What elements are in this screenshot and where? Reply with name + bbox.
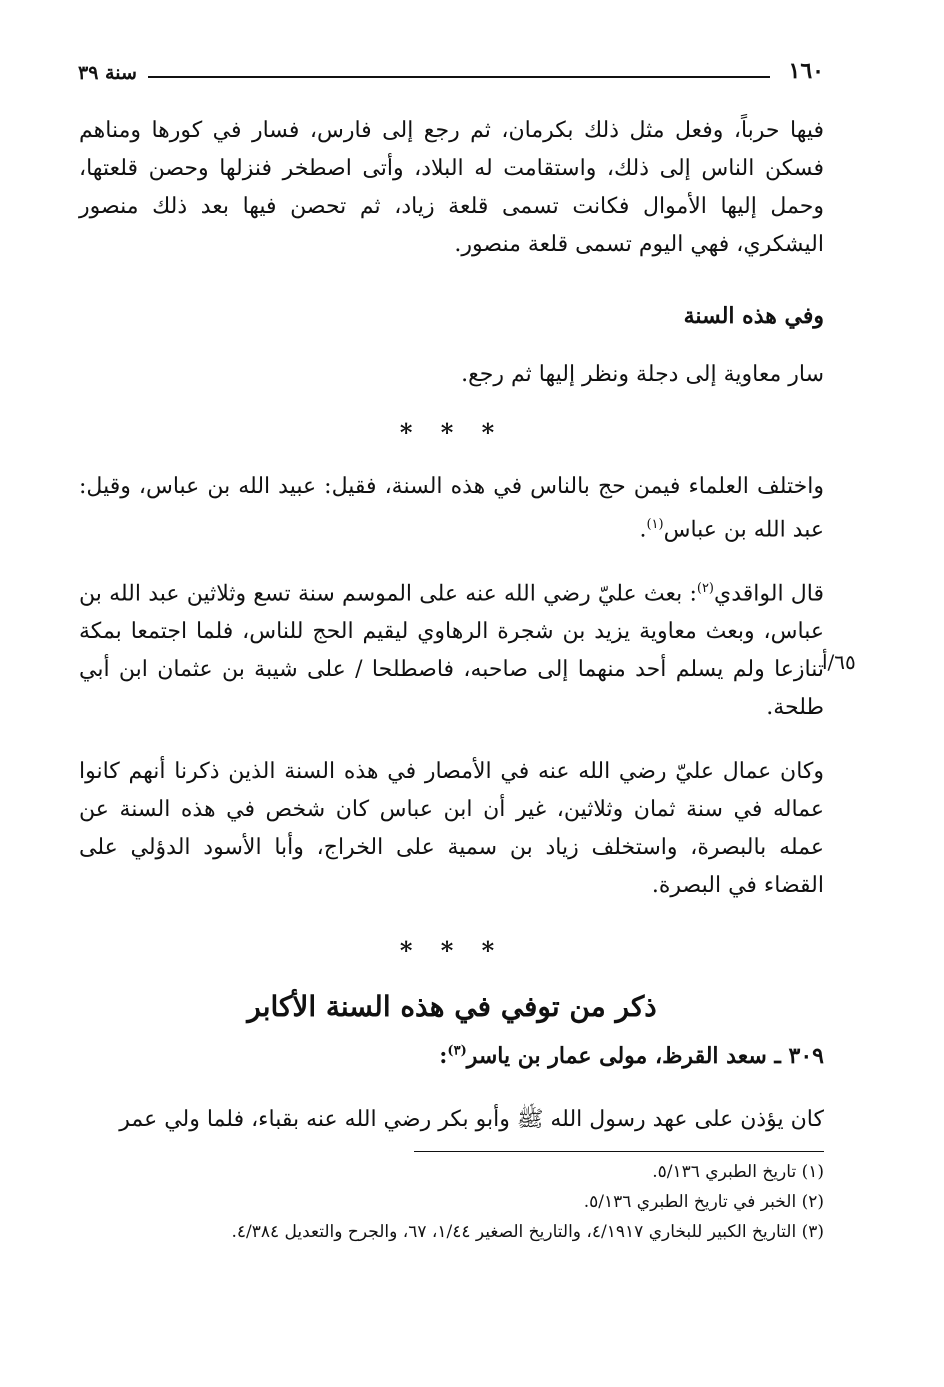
paragraph-text: سار معاوية إلى دجلة ونظر إليها ثم رجع. (461, 362, 824, 387)
quote-source: قال الواقدي (714, 581, 824, 607)
paragraph-muawiya (264, 356, 824, 394)
margin-folio-reference: ٦٥/أ (822, 650, 856, 674)
biography-entry-heading (439, 1043, 824, 1069)
footnote-ref-2: (٢) (696, 581, 714, 596)
running-head-year: سنة ٣٩ (78, 62, 137, 84)
section-title: ذكر من توفي في هذه السنة الأكابر (247, 990, 657, 1023)
page-number: ١٦٠ (788, 58, 824, 84)
paragraph-end: . (639, 517, 647, 543)
entry-colon: : (439, 1043, 448, 1069)
paragraph-biography (79, 1101, 824, 1139)
footnotes (64, 1157, 824, 1247)
footnote-ref-3: (٣) (447, 1043, 467, 1059)
paragraph-text: : بعث عليّ رضي الله عنه على الموسم سنة تسع وثلاثين عبد الله بن عباس، وبعث معاوية يزيد بن شجرة الرهاوي ليقيم الحج للناس، فلما اجتمعا بمكة تنازعا ولم يسلم أحد منهما إلى صاحبه، فاصطلحا / على شيبة بن عثمان ابن أبي طلحة. (79, 581, 824, 721)
footnote: (١) تاريخ الطبري ٥/١٣٦. (652, 1162, 824, 1182)
separator-stars: * * * (399, 418, 505, 447)
paragraph-text: وكان عمال عليّ رضي الله عنه في الأمصار في هذه السنة الذين ذكرنا أنهم كانوا عماله في سنة ثمان وثلاثين، غير أن ابن عباس كان شخص في هذه السنة عن عمله بالبصرة، واستخلف زياد بن سمية على الخراج، وأبا الأسود الدؤلي على القضاء في البصرة. (79, 759, 824, 898)
subheading: وفي هذه السنة (683, 303, 824, 329)
paragraph-waqidi (79, 570, 824, 727)
footnote-ref-1: (١) (646, 517, 664, 532)
paragraph-governors (79, 753, 824, 905)
header-rule (148, 76, 770, 78)
paragraph-text: كان يؤذن على عهد رسول الله ﷺ وأبو بكر رضي الله عنه بقباء، فلما ولي عمر (119, 1107, 824, 1132)
paragraph-text: فيها حرباً، وفعل مثل ذلك بكرمان، ثم رجع إلى فارس، فسار في كورها ومناهم فسكن الناس إلى ذلك، واستقامت له البلاد، وأتى اصطخر فنزلها وحصن قلعتها، وحمل إليها الأموال فكانت تسمى قلعة زياد، ثم تحصن فيها بعد ذلك منصور اليشكري، فهي اليوم تسمى قلعة منصور. (79, 118, 824, 257)
entry-title: ٣٠٩ ـ سعد القرظ، مولى عمار بن ياسر (466, 1043, 824, 1069)
footnote: (٢) الخبر في تاريخ الطبري ٥/١٣٦. (583, 1192, 824, 1212)
paragraph-continuation (79, 112, 824, 264)
footnote-rule (414, 1151, 824, 1152)
paragraph-text: واختلف العلماء فيمن حج بالناس في هذه السنة، فقيل: عبيد الله بن عباس، وقيل: عبد الله بن عباس (79, 474, 824, 543)
separator-stars: * * * (399, 936, 505, 965)
paragraph-hajj-leader (79, 468, 824, 549)
footnote: (٣) التاريخ الكبير للبخاري ٤/١٩١٧، والتاريخ الصغير ١/٤٤، ٦٧، والجرح والتعديل ٤/٣٨٤. (231, 1222, 824, 1242)
